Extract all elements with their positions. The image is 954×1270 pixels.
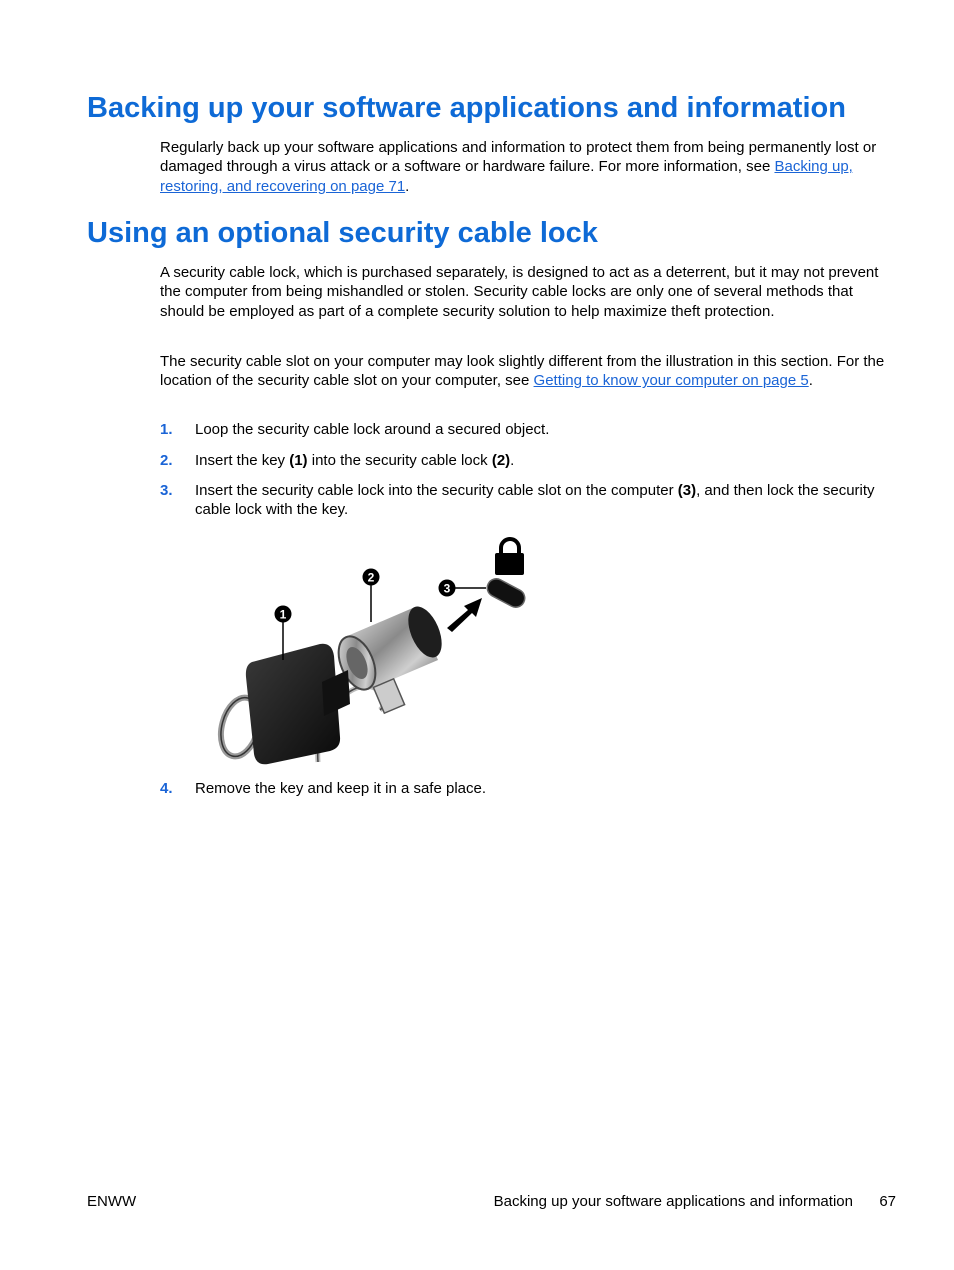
step-text-part: . xyxy=(510,452,515,469)
section-title-backup: Backing up your software applications and information xyxy=(87,92,846,124)
cable-slot-paragraph xyxy=(160,352,885,391)
step-text-part: , and then lock the security cable lock with the key. xyxy=(195,482,875,519)
step-3 xyxy=(160,481,890,521)
callout-label: 2 xyxy=(367,570,375,585)
step-text xyxy=(195,481,890,520)
step-ref-bold: (1) xyxy=(289,452,308,469)
page-number: 67 xyxy=(879,1193,896,1210)
callout-label: 1 xyxy=(279,607,287,622)
step-ref-bold: (3) xyxy=(677,482,697,499)
step-text-part: into the security cable lock xyxy=(307,452,492,469)
footer-right xyxy=(494,1192,896,1211)
backup-recovery-link[interactable]: Backing up, restoring, and recovering on page 71 xyxy=(160,158,853,195)
step-text-part: Insert the key xyxy=(195,452,290,469)
cable-slot-paragraph-text: The security cable slot on your computer may look slightly different from the illustration in this section. For the location of the security cable slot on your computer, see xyxy=(160,353,885,390)
cable-slot-paragraph-end: . xyxy=(808,372,813,390)
step-number: 1. xyxy=(160,421,173,438)
step-text: Remove the key and keep it in a safe place. xyxy=(195,780,487,797)
step-number: 2. xyxy=(160,452,173,469)
security-slot-icon xyxy=(484,576,528,611)
step-number: 4. xyxy=(160,780,173,797)
backup-paragraph xyxy=(160,138,890,196)
step-text xyxy=(195,451,890,470)
step-text-part: Insert the security cable lock into the security cable slot on the computer xyxy=(195,482,678,499)
key-icon xyxy=(215,644,350,765)
cable-lock-intro-paragraph: A security cable lock, which is purchased separately, is designed to act as a deterrent, but it may not prevent the computer from being mishandled or stolen. Security cable locks are only one of several methods that should be employed as part of a complete security solution to help maximize theft protection. xyxy=(160,264,879,320)
step-ref-bold: (2) xyxy=(491,452,511,469)
step-text: Loop the security cable lock around a secured object. xyxy=(195,421,550,438)
step-number: 3. xyxy=(160,482,173,499)
footer-left: ENWW xyxy=(87,1193,137,1210)
arrow-icon xyxy=(447,598,482,632)
footer-section-title: Backing up your software applications and information xyxy=(493,1193,853,1210)
callout-label: 3 xyxy=(443,581,451,596)
padlock-icon xyxy=(495,539,524,575)
section-title-cable-lock: Using an optional security cable lock xyxy=(87,217,598,249)
cable-lock-illustration xyxy=(210,532,530,767)
backup-paragraph-text: Regularly back up your software applications and information to protect them from being permanently lost or damaged through a virus attack or a software or hardware failure. For more information, see xyxy=(160,139,877,176)
getting-to-know-link[interactable]: Getting to know your computer on page 5 xyxy=(533,372,809,390)
backup-paragraph-end: . xyxy=(405,177,410,195)
